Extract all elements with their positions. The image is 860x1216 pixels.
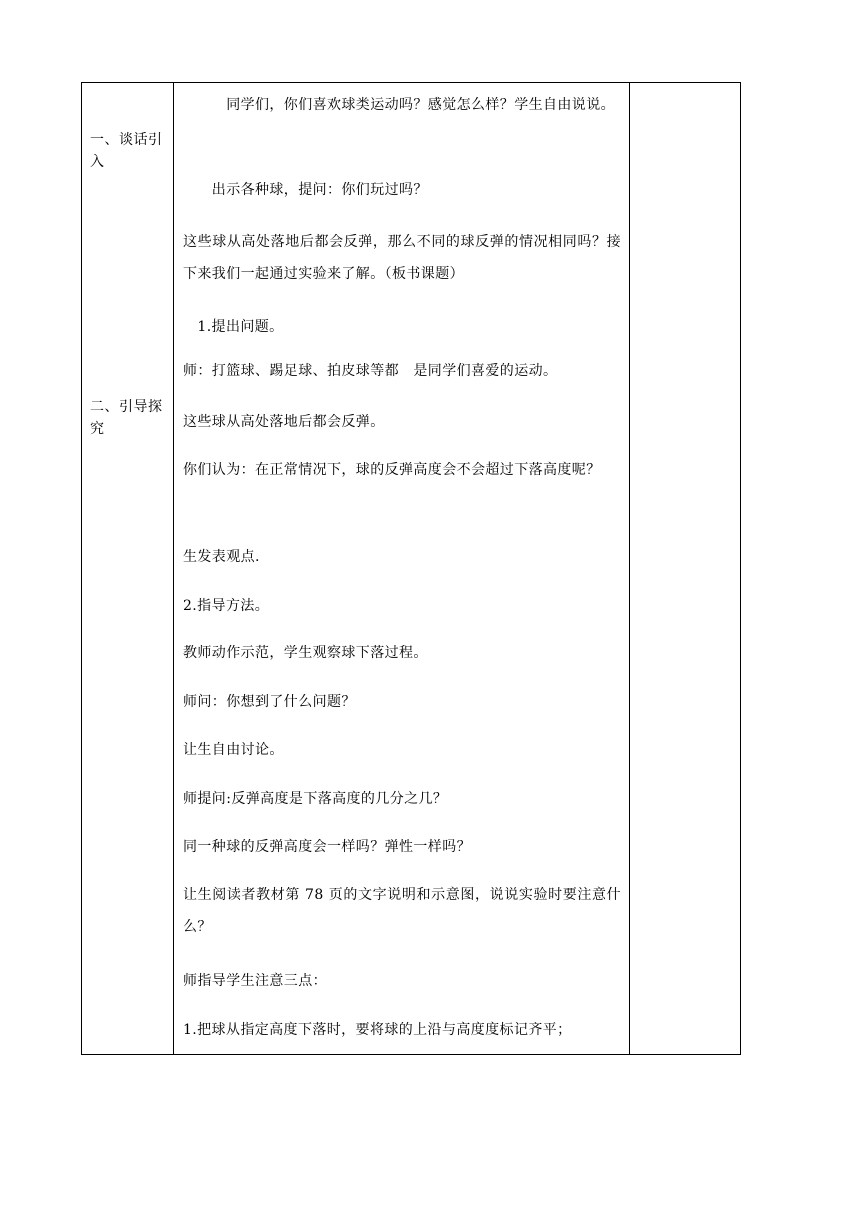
notes-column	[630, 83, 741, 1055]
paragraph-step-1: 1.提出问题。	[183, 319, 284, 335]
stage-label-intro: 一、谈话引入	[90, 132, 163, 170]
paragraph-three-points: 师指导学生注意三点：	[183, 973, 327, 989]
content-body	[174, 83, 629, 1054]
paragraph-read-textbook: 让生阅读者教材第 78 页的文字说明和示意图，说说实验时要注意什么？	[183, 887, 621, 935]
lesson-plan-table	[81, 82, 741, 1055]
paragraph-teacher-asks: 师问：你想到了什么问题？	[183, 694, 356, 710]
content-column	[174, 83, 630, 1055]
stage-column	[82, 83, 174, 1055]
paragraph-students-opinions: 生发表观点.	[183, 549, 260, 565]
paragraph-balls-bounce: 这些球从高处落地后都会反弹。	[183, 414, 385, 430]
paragraph-intro-question: 同学们，你们喜欢球类运动吗？感觉怎么样？学生自由说说。	[183, 97, 615, 113]
paragraph-step-2: 2.指导方法。	[183, 598, 270, 614]
paragraph-same-ball-question: 同一种球的反弹高度会一样吗？弹性一样吗？	[183, 839, 471, 855]
paragraph-free-discussion: 让生自由讨论。	[183, 742, 284, 758]
paragraph-point-1: 1.把球从指定高度下落时，要将球的上沿与高度度标记齐平；	[183, 1022, 572, 1038]
paragraph-teacher-sports: 师：打篮球、踢足球、拍皮球等都 是同学们喜爱的运动。	[183, 363, 558, 379]
paragraph-show-balls: 出示各种球，提问：你们玩过吗？	[183, 182, 428, 198]
paragraph-bounce-height-question: 你们认为：在正常情况下，球的反弹高度会不会超过下落高度呢？	[183, 462, 601, 478]
table-row	[82, 83, 741, 1055]
paragraph-fraction-question: 师提问:反弹高度是下落高度的几分之几？	[183, 791, 448, 807]
paragraph-bounce-topic: 这些球从高处落地后都会反弹，那么不同的球反弹的情况相同吗？接下来我们一起通过实验来了解。（板书课题）	[183, 234, 621, 282]
stage-label-explore: 二、引导探究	[90, 399, 163, 437]
paragraph-teacher-demo: 教师动作示范，学生观察球下落过程。	[183, 645, 428, 661]
